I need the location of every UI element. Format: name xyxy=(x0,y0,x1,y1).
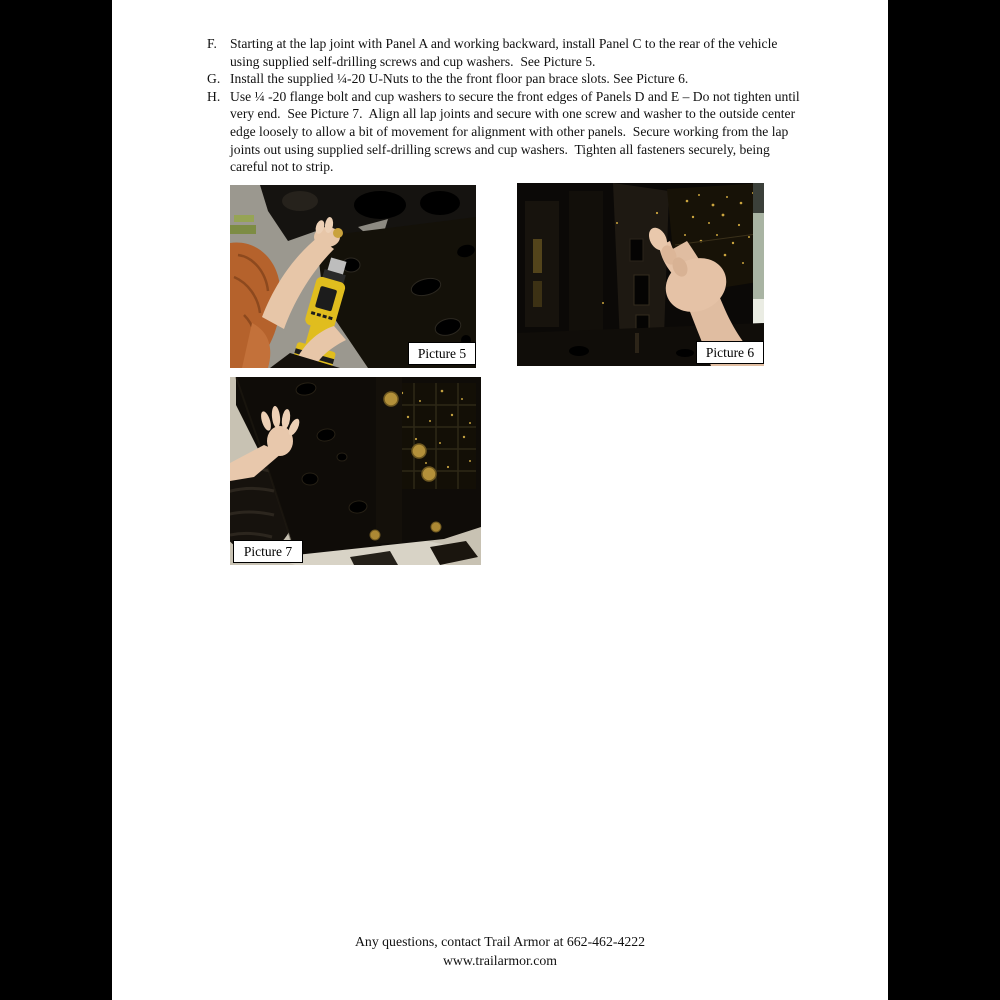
document-page xyxy=(112,0,888,1000)
instruction-item-h xyxy=(207,88,807,176)
caption-picture-6: Picture 6 xyxy=(696,341,764,364)
caption-picture-5: Picture 5 xyxy=(408,342,476,365)
photo-picture-7 xyxy=(230,377,481,565)
instruction-list xyxy=(207,35,807,176)
figure-picture-5 xyxy=(230,185,476,368)
footer-url: www.trailarmor.com xyxy=(442,952,558,968)
caption-picture-7: Picture 7 xyxy=(233,540,303,563)
footer xyxy=(112,933,888,970)
photo-picture-5 xyxy=(230,185,476,368)
instruction-item-g xyxy=(207,70,807,88)
photo-picture-6 xyxy=(517,183,764,366)
instruction-marker: F. xyxy=(207,36,217,51)
figure-picture-6 xyxy=(517,183,764,366)
instruction-text: Use ¼ -20 flange bolt and cup washers to secure the front edges of Panels D and E – Do not tighten until very end. See Picture 7. Align all lap joints and secure with one screw and washer to the outside center edge loosely to allow a bit of movement for alignment with other panels. Secure working from the lap joints out using supplied self-drilling screws and cup washers. Tighten all fasteners securely, being careful not to strip. xyxy=(230,88,804,175)
instruction-marker: G. xyxy=(207,71,221,87)
right-black-margin xyxy=(888,0,1000,1000)
instruction-marker: H. xyxy=(207,88,221,104)
floor-object xyxy=(234,215,254,222)
fastener xyxy=(333,228,343,238)
left-black-margin xyxy=(0,0,112,1000)
instruction-text: Install the supplied ¼-20 U-Nuts to the the front floor pan brace slots. See Picture 6. xyxy=(230,71,689,87)
figure-picture-7 xyxy=(230,377,481,565)
footer-contact-line: Any questions, contact Trail Armor at 662-462-4222 xyxy=(354,934,646,949)
floor-object xyxy=(230,225,256,234)
instruction-item-f xyxy=(207,35,807,70)
instruction-text: Starting at the lap joint with Panel A and working backward, install Panel C to the rear of the vehicle using supplied self-drilling screws and cup washers. See Picture 5. xyxy=(230,36,781,69)
